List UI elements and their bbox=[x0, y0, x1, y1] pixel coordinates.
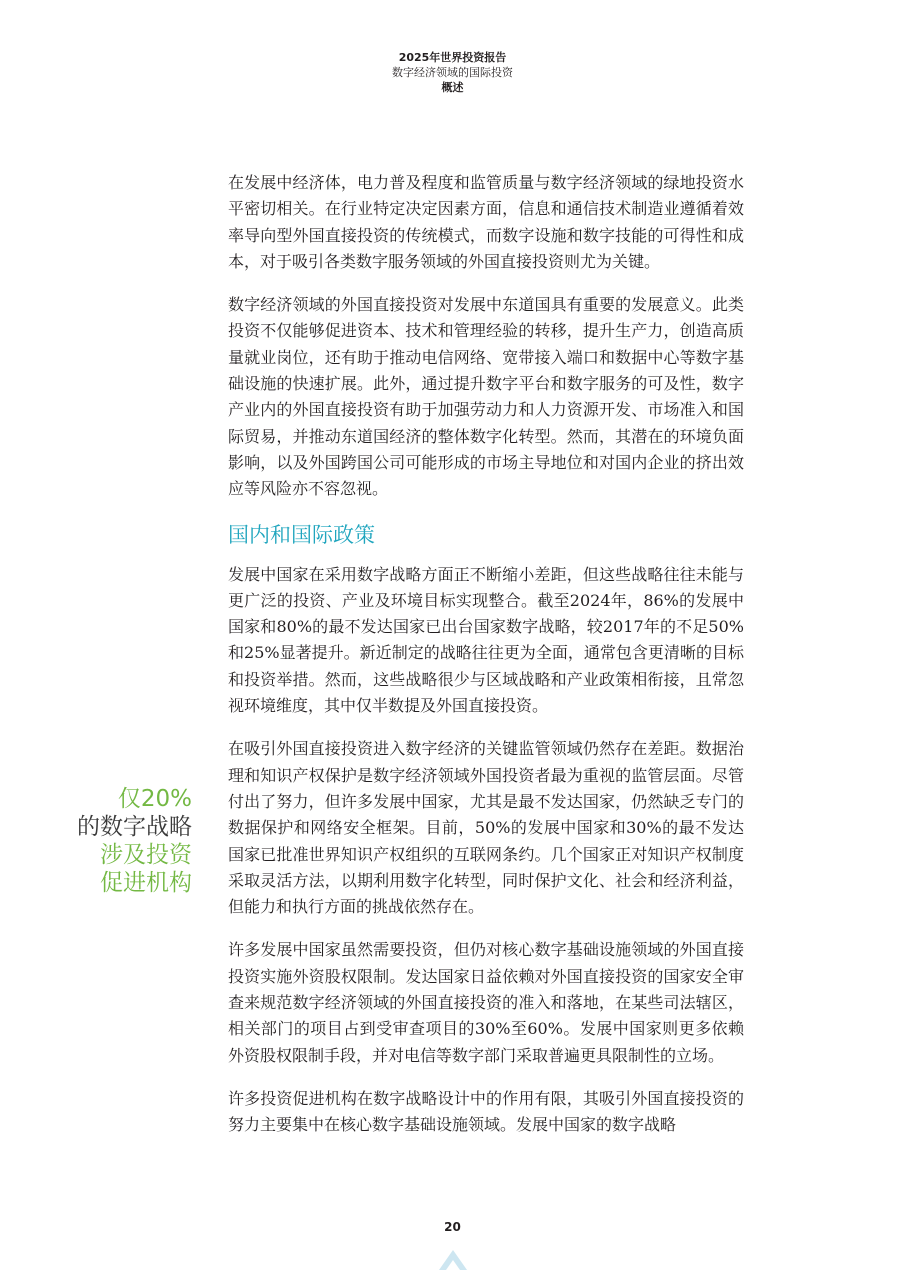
pull-quote-line: 促进机构 bbox=[100, 870, 192, 896]
paragraph: 在发展中经济体，电力普及程度和监管质量与数字经济领域的绿地投资水平密切相关。在行业特定决定因素方面，信息和通信技术制造业遵循着效率导向型外国直接投资的传统模式，而数字设施和数字技能的可得性和成本，对于吸引各类数字服务领域的外国直接投资则尤为关键。 bbox=[228, 173, 744, 271]
pull-quote bbox=[40, 785, 192, 897]
page-header bbox=[0, 50, 905, 95]
report-section: 概述 bbox=[441, 81, 464, 94]
chevron-up-icon[interactable] bbox=[437, 1244, 469, 1272]
paragraph: 在吸引外国直接投资进入数字经济的关键监管领域仍然存在差距。数据治理和知识产权保护是数字经济领域外国投资者最为重视的监管层面。尽管付出了努力，但许多发展中国家，尤其是最不发达国家，仍然缺乏专门的数据保护和网络安全框架。目前，50%的发展中国家和30%的最不发达国家已批准世界知识产权组织的互联网条约。几个国家正对知识产权制度采取灵活方法，以期利用数字化转型，同时保护文化、社会和经济利益，但能力和执行方面的挑战依然存在。 bbox=[228, 739, 744, 917]
main-text bbox=[228, 170, 744, 1156]
section-heading: 国内和国际政策 bbox=[228, 522, 375, 547]
paragraph: 发展中国家在采用数字战略方面正不断缩小差距，但这些战略往往未能与更广泛的投资、产业及环境目标实现整合。截至2024年，86%的发展中国家和80%的最不发达国家已出台国家数字战略，较2017年的不足50%和25%显著提升。新近制定的战略往往更为全面，通常包含更清晰的目标和投资举措。然而，这些战略很少与区域战略和产业政策相衔接，且常忽视环境维度，其中仅半数提及外国直接投资。 bbox=[228, 564, 744, 716]
page-number: 20 bbox=[444, 1220, 461, 1234]
report-title: 2025年世界投资报告 bbox=[398, 51, 507, 64]
pull-quote-line: 仅20% bbox=[117, 786, 192, 812]
paragraph: 许多发展中国家虽然需要投资，但仍对核心数字基础设施领域的外国直接投资实施外资股权限制。发达国家日益依赖对外国直接投资的国家安全审查来规范数字经济领域的外国直接投资的准入和落地，在某些司法辖区，相关部门的项目占到受审查项目的30%至60%。发展中国家则更多依赖外资股权限制手段，并对电信等数字部门采取普遍更具限制性的立场。 bbox=[228, 940, 744, 1065]
pull-quote-line: 涉及投资 bbox=[100, 842, 192, 868]
paragraph: 数字经济领域的外国直接投资对发展中东道国具有重要的发展意义。此类投资不仅能够促进资本、技术和管理经验的转移，提升生产力，创造高质量就业岗位，还有助于推动电信网络、宽带接入端口和数据中心等数字基础设施的快速扩展。此外，通过提升数字平台和数字服务的可及性，数字产业内的外国直接投资有助于加强劳动力和人力资源开发、市场准入和国际贸易，并推动东道国经济的整体数字化转型。然而，其潜在的环境负面影响，以及外国跨国公司可能形成的市场主导地位和对国内企业的挤出效应等风险亦不容忽视。 bbox=[228, 295, 744, 499]
report-subtitle: 数字经济领域的国际投资 bbox=[392, 66, 513, 79]
paragraph: 许多投资促进机构在数字战略设计中的作用有限，其吸引外国直接投资的努力主要集中在核心数字基础设施领域。发展中国家的数字战略 bbox=[228, 1088, 744, 1135]
pull-quote-line: 的数字战略 bbox=[77, 814, 192, 840]
